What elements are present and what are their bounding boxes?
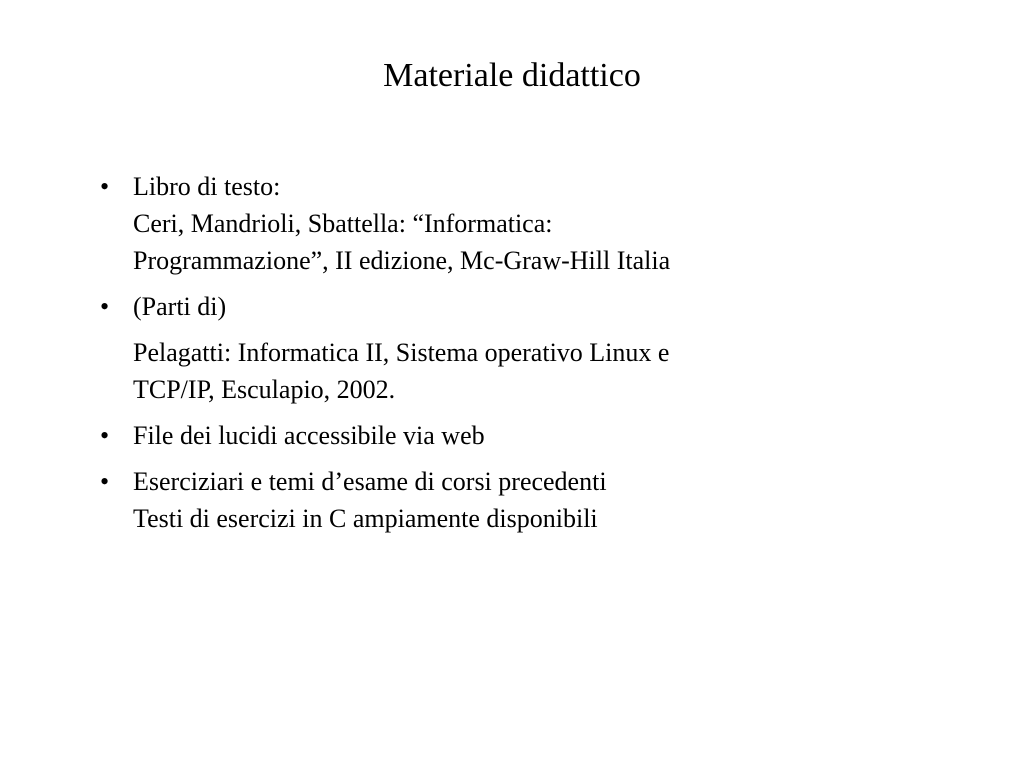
bullet-list [100, 168, 920, 546]
bullet-item-textbook [100, 168, 920, 279]
bullet-icon: • [100, 292, 110, 321]
textbook-label: Libro di testo: [133, 172, 281, 201]
slides-file-text: File dei lucidi accessibile via web [133, 421, 485, 450]
partial-reading-reference-line-1: Pelagatti: Informatica II, Sistema operativo Linux e [133, 338, 670, 367]
textbook-reference-line-2: Programmazione”, II edizione, Mc-Graw-Hill Italia [133, 246, 671, 275]
bullet-icon: • [100, 467, 110, 496]
partial-reading-reference-line-2: TCP/IP, Esculapio, 2002. [133, 375, 396, 404]
slide-title: Materiale didattico [383, 57, 641, 94]
bullet-item-slides-file [100, 417, 920, 454]
textbook-reference-line-1: Ceri, Mandrioli, Sbattella: “Informatica: [133, 209, 553, 238]
bullet-icon: • [100, 421, 110, 450]
exercises-line-1: Eserciziari e temi d’esame di corsi precedenti [133, 467, 607, 496]
bullet-icon: • [100, 172, 110, 201]
exercises-line-2: Testi di esercizi in C ampiamente disponibili [133, 504, 598, 533]
bullet-item-exercises [100, 463, 920, 537]
partial-reading-label: (Parti di) [133, 292, 227, 321]
bullet-item-partial-reading [100, 288, 920, 408]
partial-reading-reference [133, 334, 920, 408]
